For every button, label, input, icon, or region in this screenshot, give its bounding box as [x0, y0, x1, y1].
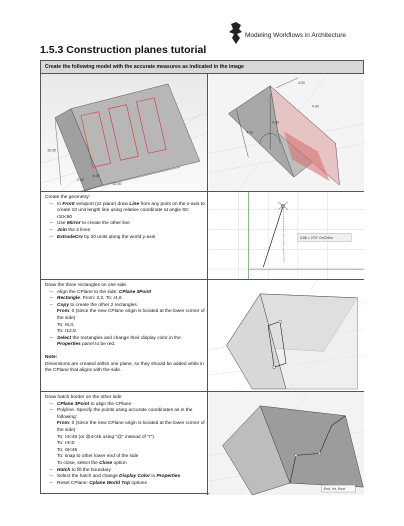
step-draw-line: – In Front viewport (xz plane) draw Line from any point on the x-axis to create 10 unit length line using relative coordinate at angle 60: r10<60 — [57, 202, 205, 222]
step-join: – Join the 2 lines — [57, 228, 205, 235]
step-hatch: – Hatch to fill the boundary — [57, 468, 205, 475]
row-create-geometry — [41, 191, 363, 279]
step-extrude: – ExtrudeCrv by 20 units along the world y-axis — [57, 235, 205, 242]
row-hatch — [41, 391, 363, 495]
tutorial-table — [40, 60, 364, 494]
dim-label: 4.00 — [297, 80, 305, 85]
viewport-rectangles — [208, 280, 365, 391]
row-model-images — [41, 73, 363, 191]
step-mirror: – Use Mirror to create the other line — [57, 221, 205, 228]
hatch-drawing — [208, 392, 365, 495]
instructions-hatch — [41, 392, 208, 495]
model-drawing-left — [41, 74, 207, 191]
step-intro: Create the geometry: — [45, 195, 91, 200]
header-text: Modeling Workflows in Architecture — [245, 32, 347, 39]
model-view-left — [41, 74, 208, 191]
dim-label: 2.00 — [76, 178, 84, 183]
dim-label: 4.00 — [246, 130, 254, 135]
rectangles-drawing — [208, 280, 365, 391]
tooltip-text: 4.86 < 270° OnOrtho — [299, 236, 333, 241]
page-title: 1.5.3 Construction planes tutorial — [40, 44, 207, 56]
page-header — [0, 0, 404, 44]
osnap-label: End, Int, Knot — [323, 487, 346, 492]
instructions-create-geometry — [41, 192, 208, 279]
dim-label: 0.00 — [272, 120, 280, 125]
viewport-hatch — [208, 392, 365, 495]
step-intro: Draw hatch border on the other side — [45, 395, 122, 400]
dim-label: 12.00 — [112, 182, 122, 187]
step-display-color: – Select the hatch and change Display Color in Properties — [57, 474, 205, 481]
model-drawing-right — [208, 74, 365, 191]
row-rectangles — [41, 279, 363, 391]
step-cplane-3point: – CPlane 3Point to align the CPlane — [57, 402, 205, 409]
logo-icon — [228, 22, 244, 44]
step-align-cplane: – Align the CPlane to the side: CPlane 3Point — [57, 290, 205, 297]
dim-label: 6.00 — [92, 174, 100, 179]
table-banner: Create the following model with the accurate measures as indicated in the image — [41, 61, 363, 73]
step-copy: – Copy to create the other 2 rectangles. From: 0 (since the new CPlane origin is located at the lower corner of the side) To: r6,0, To: r12,0. — [57, 303, 205, 336]
step-rectangle: – Rectangle. From: 2,2, To: r4,6 — [57, 296, 205, 303]
dim-label: 4.00 — [311, 104, 319, 109]
model-view-right — [208, 74, 365, 191]
viewport-front — [208, 192, 365, 279]
instructions-rectangles — [41, 280, 208, 391]
step-reset-cplane: – Reset CPlane: Cplane World Top options — [57, 481, 205, 488]
step-polyline: – Polyline. Specify the points using accurate coordinates as in the following: From: 0 (since the new CPlane origin is located at the lower corner of the side) To: r4<45 (or @4<45 using "@" instead of "r") To: r4<0 To: r8<45 To: snap to other lower end of the side To close, select the Close option — [57, 408, 205, 467]
note-title: Note: — [45, 354, 58, 360]
step-select-color: – Select the rectangles and change their display color in the Properties panel to be red. — [57, 336, 205, 349]
front-viewport-drawing — [208, 192, 365, 279]
dim-label: 10.00 — [47, 148, 57, 153]
note-text: Dimensions are created within one plane, so they should be added while in the CPlane that aligns with the side. — [45, 361, 204, 374]
step-intro: Draw the three rectangles on one side — [45, 283, 127, 288]
